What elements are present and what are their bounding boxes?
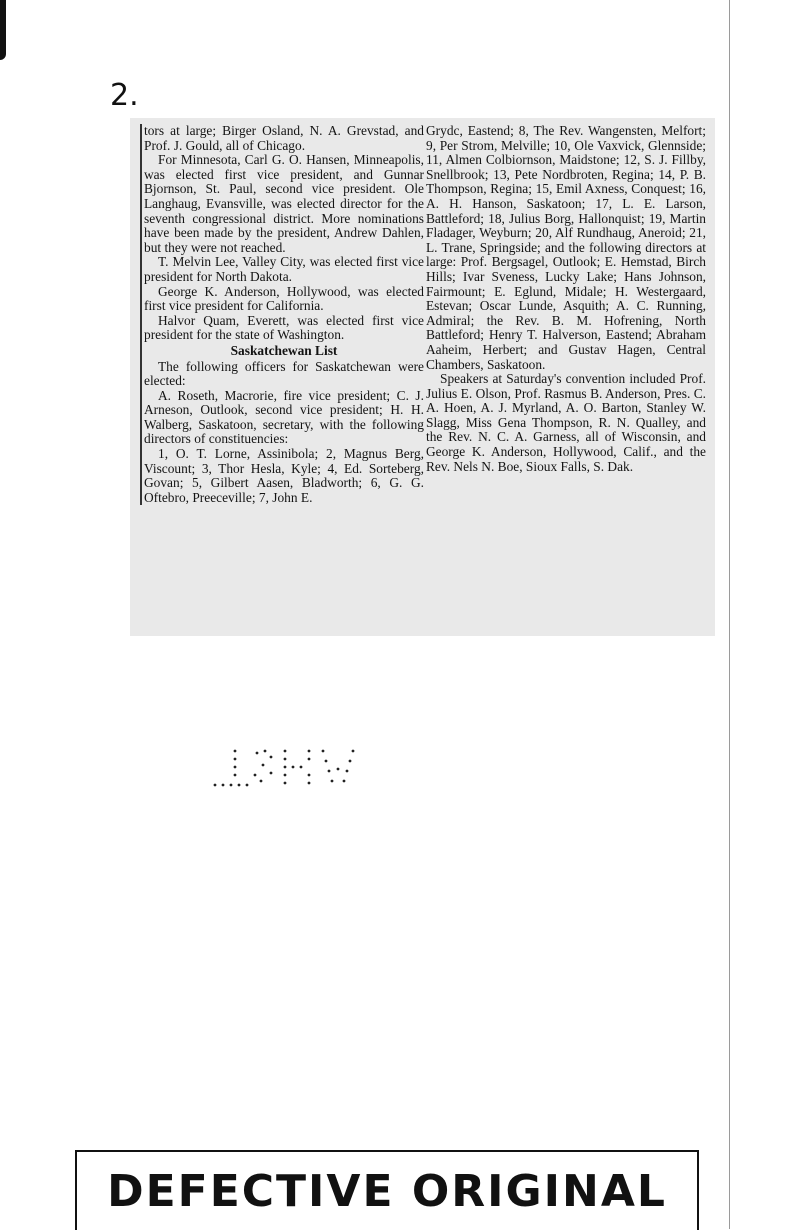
scan-edge-mark xyxy=(0,0,6,60)
article-paragraph: A. Roseth, Macrorie, fire vice president; C. J. Arneson, Outlook, second vice president; H. H. Walberg, Saskatoon, secretary, with the following directors of constituencies: xyxy=(144,387,424,447)
article-paragraph: 1, O. T. Lorne, Assinibola; 2, Magnus Berg, Viscount; 3, Thor Hesla, Kyle; 4, Ed. Sorteberg, Govan; 5, Gilbert Aasen, Bladworth; 6, G. G. Oftebro, Preeceville; 7, John E. xyxy=(144,446,424,505)
article-paragraph: Halvor Quam, Everett, was elected first vice president for the state of Washington. xyxy=(144,312,424,343)
article-paragraph: tors at large; Birger Osland, N. A. Grevstad, and Prof. J. Gould, all of Chicago. xyxy=(144,123,424,153)
article-paragraph: Grydc, Eastend; 8, The Rev. Wangensten, Melfort; 9, Per Strom, Melville; 10, Ole Vaxvick, Glennside; 11, Almen Colbiornson, Maidstone; 12, S. J. Fillby, Snellbrook; 13, Pete Nordbroten, Regina; 14, P. B. Thompson, Regina; 15, Emil Axness, Conquest; 16, A. H. Hanson, Saskatoon; 17, L. E. Larson, Battleford; 18, Julius Borg, Hallonquist; 19, Martin Fladager, Weyburn; 20, Alf Rundhaug, Aneroid; 21, L. Trane, Springside; and the following directors at large: Prof. Bergsagel, Outlook; E. Hemstad, Birch Hills; Ivar Sveness, Lucky Lake; Hans Johnson, Fairmount; E. Eglund, Midale; H. Westergaard, Estevan; Oscar Lunde, Asquith; A. C. Running, Admiral; the Rev. B. M. Hofrening, North Battleford; Henry T. Halverson, Eastend; Abraham Aaheim, Herbert; and Gustav Hagen, Central Chambers, Saskatoon. xyxy=(426,123,706,372)
article-paragraph: Speakers at Saturday's convention included Prof. Julius E. Olson, Prof. Rasmus B. Anderson, Pres. C. A. Hoen, A. J. Myrland, A. O. Barton, Stanley W. Slagg, Miss Gena Thompson, R. N. Qualley, and the Rev. N. C. A. Garness, all of Wisconsin, and George K. Anderson, Hollywood, Calif., and the Rev. Nels N. Boe, Sioux Falls, S. Dak. xyxy=(426,371,706,474)
article-paragraph: The following officers for Saskatchewan were elected: xyxy=(144,358,424,389)
article-subheading: Saskatchewan List xyxy=(230,342,338,358)
article-paragraph: T. Melvin Lee, Valley City, was elected first vice president for North Dakota. xyxy=(144,254,424,284)
defective-original-stamp: DEFECTIVE ORIGINAL xyxy=(75,1150,699,1230)
article-paragraph: George K. Anderson, Hollywood, was elected first vice president for California. xyxy=(144,283,424,314)
article-paragraph: For Minnesota, Carl G. O. Hansen, Minneapolis, was elected first vice president, and Gunnar Bjornson, St. Paul, second vice president. Ole Langhaug, Evansville, was elected director for the seventh congressional district. More nominations have been made by the president, Andrew Dahlen, but they were not reached. xyxy=(144,152,424,255)
article-column-left xyxy=(140,124,424,505)
newspaper-clipping xyxy=(130,118,715,636)
page-number: 2. xyxy=(110,78,139,113)
scan-edge-line xyxy=(729,0,730,1229)
article-column-right xyxy=(426,124,706,474)
perforation-stamp-icon xyxy=(205,745,365,790)
